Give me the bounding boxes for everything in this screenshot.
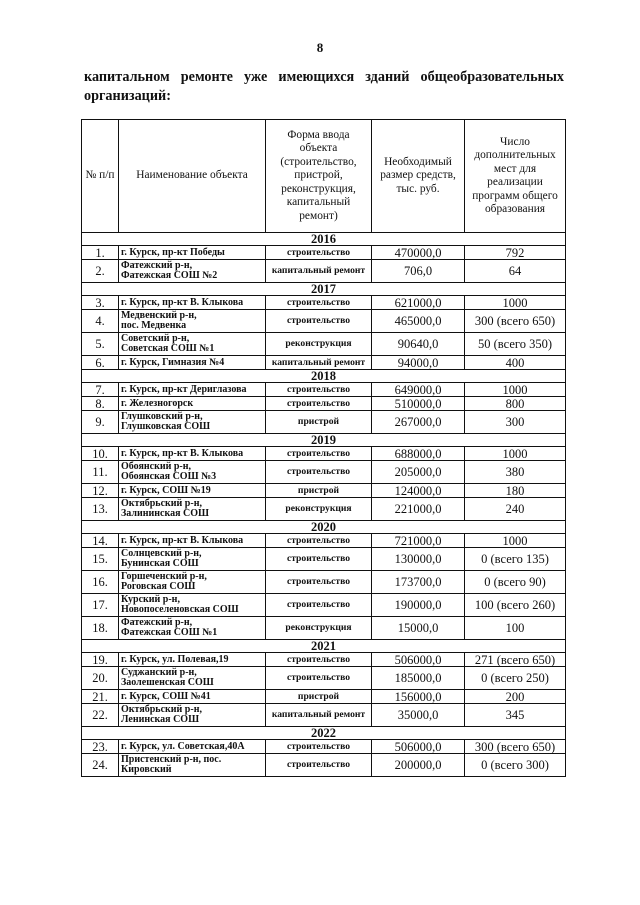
- cell-num: 1.: [82, 246, 119, 260]
- cell-form: реконструкция: [266, 498, 372, 521]
- table-row: [82, 690, 566, 704]
- cell-name: Октябрьский р-н, Ленинская СОШ: [119, 704, 266, 727]
- intro-line-2: организаций:: [84, 88, 171, 104]
- year-label: 2017: [82, 283, 566, 296]
- cell-cost: 200000,0: [372, 754, 465, 777]
- cell-num: 10.: [82, 447, 119, 461]
- table-row: [82, 333, 566, 356]
- table-body: [82, 233, 566, 777]
- cell-places: 100 (всего 260): [465, 594, 566, 617]
- cell-places: 271 (всего 650): [465, 653, 566, 667]
- cell-cost: 688000,0: [372, 447, 465, 461]
- cell-cost: 506000,0: [372, 653, 465, 667]
- cell-name: Курский р-н, Новопоселеновская СОШ: [119, 594, 266, 617]
- cell-name: г. Курск, СОШ №41: [119, 690, 266, 704]
- cell-form: строительство: [266, 397, 372, 411]
- cell-cost: 185000,0: [372, 667, 465, 690]
- cell-cost: 465000,0: [372, 310, 465, 333]
- cell-cost: 90640,0: [372, 333, 465, 356]
- table-row: [82, 447, 566, 461]
- table-row: [82, 548, 566, 571]
- cell-num: 4.: [82, 310, 119, 333]
- cell-num: 23.: [82, 740, 119, 754]
- cell-name: Солнцевский р-н, Бунинская СОШ: [119, 548, 266, 571]
- cell-form: строительство: [266, 461, 372, 484]
- header-name: Наименование объекта: [119, 120, 266, 233]
- header-form: Форма ввода объекта (строительство, пристрой, реконструкция, капитальный ремонт): [266, 120, 372, 233]
- cell-cost: 721000,0: [372, 534, 465, 548]
- cell-form: строительство: [266, 548, 372, 571]
- year-label: 2021: [82, 640, 566, 653]
- cell-num: 2.: [82, 260, 119, 283]
- cell-places: 380: [465, 461, 566, 484]
- cell-form: строительство: [266, 754, 372, 777]
- cell-num: 14.: [82, 534, 119, 548]
- cell-form: капитальный ремонт: [266, 704, 372, 727]
- table-row: [82, 740, 566, 754]
- cell-form: строительство: [266, 667, 372, 690]
- table-row: [82, 397, 566, 411]
- cell-cost: 156000,0: [372, 690, 465, 704]
- cell-name: г. Курск, ул. Советская,40А: [119, 740, 266, 754]
- year-row: [82, 521, 566, 534]
- cell-num: 18.: [82, 617, 119, 640]
- table-row: [82, 246, 566, 260]
- cell-cost: 190000,0: [372, 594, 465, 617]
- cell-places: 50 (всего 350): [465, 333, 566, 356]
- cell-name: г. Железногорск: [119, 397, 266, 411]
- cell-form: строительство: [266, 653, 372, 667]
- cell-form: строительство: [266, 246, 372, 260]
- year-label: 2022: [82, 727, 566, 740]
- cell-name: г. Курск, СОШ №19: [119, 484, 266, 498]
- cell-places: 0 (всего 300): [465, 754, 566, 777]
- cell-name: г. Курск, пр-кт Победы: [119, 246, 266, 260]
- cell-name: Фатежский р-н, Фатежская СОШ №1: [119, 617, 266, 640]
- cell-num: 21.: [82, 690, 119, 704]
- cell-places: 0 (всего 90): [465, 571, 566, 594]
- table-row: [82, 594, 566, 617]
- cell-num: 22.: [82, 704, 119, 727]
- cell-places: 300 (всего 650): [465, 310, 566, 333]
- cell-num: 8.: [82, 397, 119, 411]
- year-label: 2020: [82, 521, 566, 534]
- cell-places: 0 (всего 135): [465, 548, 566, 571]
- cell-form: строительство: [266, 594, 372, 617]
- cell-places: 792: [465, 246, 566, 260]
- table-row: [82, 534, 566, 548]
- cell-name: г. Курск, пр-кт В. Клыкова: [119, 296, 266, 310]
- table-row: [82, 571, 566, 594]
- cell-name: Фатежский р-н, Фатежская СОШ №2: [119, 260, 266, 283]
- table-row: [82, 754, 566, 777]
- cell-cost: 506000,0: [372, 740, 465, 754]
- cell-places: 1000: [465, 534, 566, 548]
- cell-form: строительство: [266, 740, 372, 754]
- cell-places: 1000: [465, 447, 566, 461]
- cell-num: 6.: [82, 356, 119, 370]
- cell-form: реконструкция: [266, 617, 372, 640]
- year-label: 2019: [82, 434, 566, 447]
- cell-cost: 649000,0: [372, 383, 465, 397]
- year-label: 2016: [82, 233, 566, 246]
- cell-form: капитальный ремонт: [266, 356, 372, 370]
- header-places: Число дополнительных мест для реализации программ общего образования: [465, 120, 566, 233]
- cell-num: 15.: [82, 548, 119, 571]
- cell-places: 1000: [465, 296, 566, 310]
- cell-num: 12.: [82, 484, 119, 498]
- table-row: [82, 356, 566, 370]
- cell-name: Горшеченский р-н, Роговская СОШ: [119, 571, 266, 594]
- cell-places: 0 (всего 250): [465, 667, 566, 690]
- year-row: [82, 233, 566, 246]
- table-header-row: [82, 120, 566, 233]
- cell-name: г. Курск, пр-кт Дериглазова: [119, 383, 266, 397]
- cell-form: строительство: [266, 296, 372, 310]
- header-cost: Необходимый размер средств, тыс. руб.: [372, 120, 465, 233]
- cell-cost: 35000,0: [372, 704, 465, 727]
- cell-form: пристрой: [266, 690, 372, 704]
- cell-places: 300 (всего 650): [465, 740, 566, 754]
- table-row: [82, 310, 566, 333]
- cell-name: Глушковский р-н, Глушковская СОШ: [119, 411, 266, 434]
- cell-num: 13.: [82, 498, 119, 521]
- page-number: 8: [316, 40, 324, 55]
- cell-num: 5.: [82, 333, 119, 356]
- table-row: [82, 484, 566, 498]
- cell-num: 17.: [82, 594, 119, 617]
- cell-cost: 221000,0: [372, 498, 465, 521]
- cell-places: 200: [465, 690, 566, 704]
- year-row: [82, 727, 566, 740]
- table-row: [82, 667, 566, 690]
- cell-places: 100: [465, 617, 566, 640]
- year-label: 2018: [82, 370, 566, 383]
- cell-name: Обоянский р-н, Обоянская СОШ №3: [119, 461, 266, 484]
- cell-cost: 621000,0: [372, 296, 465, 310]
- table-row: [82, 461, 566, 484]
- cell-num: 3.: [82, 296, 119, 310]
- cell-cost: 205000,0: [372, 461, 465, 484]
- cell-form: строительство: [266, 447, 372, 461]
- cell-form: пристрой: [266, 411, 372, 434]
- cell-name: Суджанский р-н, Заолешенская СОШ: [119, 667, 266, 690]
- table-row: [82, 411, 566, 434]
- year-row: [82, 640, 566, 653]
- cell-name: Советский р-н, Советская СОШ №1: [119, 333, 266, 356]
- cell-name: Пристенский р-н, пос. Кировский: [119, 754, 266, 777]
- cell-form: пристрой: [266, 484, 372, 498]
- cell-cost: 173700,0: [372, 571, 465, 594]
- cell-places: 800: [465, 397, 566, 411]
- cell-name: Октябрьский р-н, Залининская СОШ: [119, 498, 266, 521]
- cell-cost: 510000,0: [372, 397, 465, 411]
- table-row: [82, 296, 566, 310]
- cell-cost: 706,0: [372, 260, 465, 283]
- cell-num: 19.: [82, 653, 119, 667]
- cell-num: 20.: [82, 667, 119, 690]
- intro-line-1: капитальном ремонте уже имеющихся зданий общеобразовательных: [84, 69, 564, 85]
- header-num: № п/п: [82, 120, 119, 233]
- cell-num: 7.: [82, 383, 119, 397]
- table-row: [82, 498, 566, 521]
- cell-name: Медвенский р-н, пос. Медвенка: [119, 310, 266, 333]
- objects-table: [81, 119, 566, 777]
- cell-form: строительство: [266, 571, 372, 594]
- table-row: [82, 617, 566, 640]
- table-row: [82, 260, 566, 283]
- table-row: [82, 704, 566, 727]
- cell-cost: 124000,0: [372, 484, 465, 498]
- cell-places: 1000: [465, 383, 566, 397]
- cell-cost: 94000,0: [372, 356, 465, 370]
- cell-form: реконструкция: [266, 333, 372, 356]
- cell-cost: 15000,0: [372, 617, 465, 640]
- cell-num: 24.: [82, 754, 119, 777]
- cell-places: 180: [465, 484, 566, 498]
- table-row: [82, 653, 566, 667]
- year-row: [82, 283, 566, 296]
- year-row: [82, 370, 566, 383]
- intro-paragraph: [84, 68, 564, 106]
- cell-form: капитальный ремонт: [266, 260, 372, 283]
- cell-places: 300: [465, 411, 566, 434]
- cell-places: 345: [465, 704, 566, 727]
- cell-num: 11.: [82, 461, 119, 484]
- cell-form: строительство: [266, 383, 372, 397]
- cell-name: г. Курск, пр-кт В. Клыкова: [119, 447, 266, 461]
- cell-places: 240: [465, 498, 566, 521]
- cell-num: 9.: [82, 411, 119, 434]
- year-row: [82, 434, 566, 447]
- cell-form: строительство: [266, 310, 372, 333]
- cell-places: 64: [465, 260, 566, 283]
- cell-num: 16.: [82, 571, 119, 594]
- cell-places: 400: [465, 356, 566, 370]
- cell-cost: 130000,0: [372, 548, 465, 571]
- cell-name: г. Курск, пр-кт В. Клыкова: [119, 534, 266, 548]
- cell-cost: 470000,0: [372, 246, 465, 260]
- cell-form: строительство: [266, 534, 372, 548]
- cell-name: г. Курск, Гимназия №4: [119, 356, 266, 370]
- cell-name: г. Курск, ул. Полевая,19: [119, 653, 266, 667]
- cell-cost: 267000,0: [372, 411, 465, 434]
- table-row: [82, 383, 566, 397]
